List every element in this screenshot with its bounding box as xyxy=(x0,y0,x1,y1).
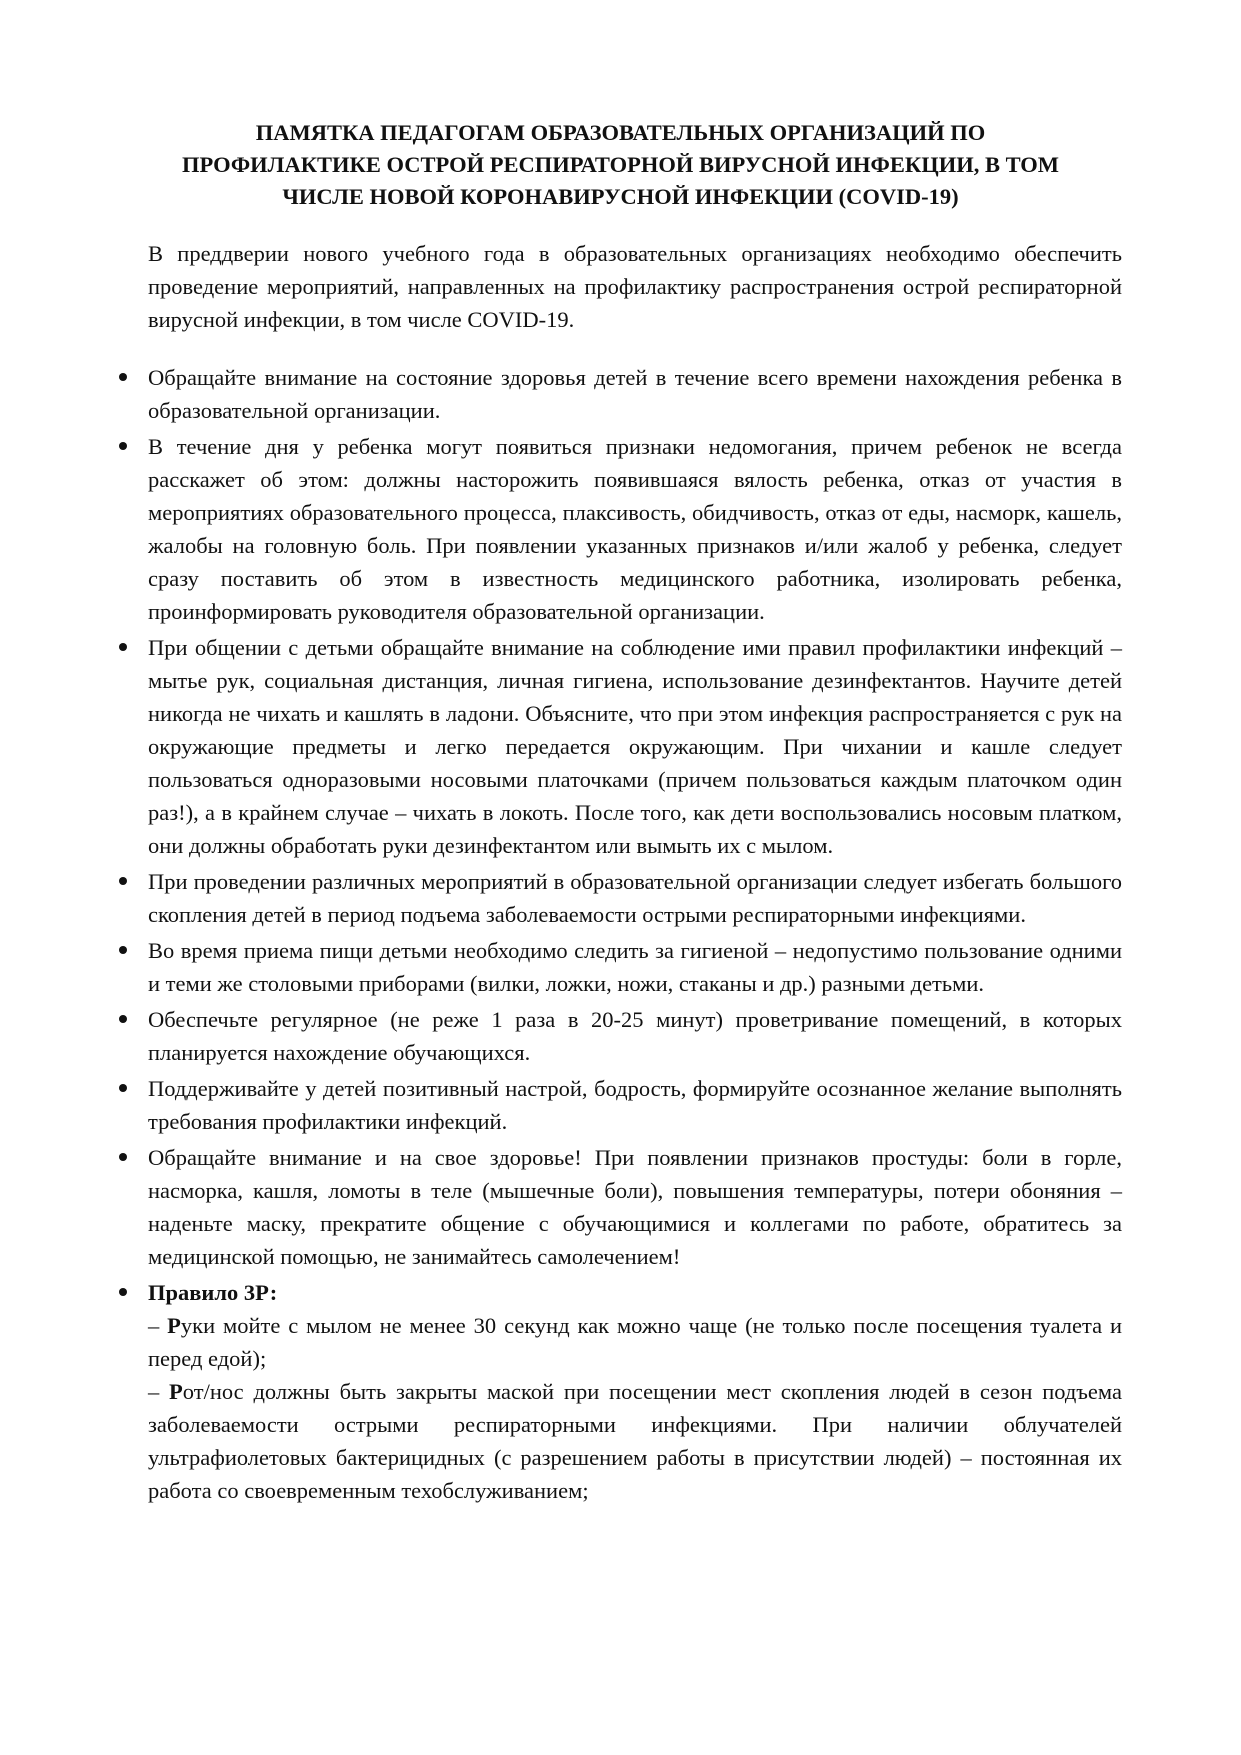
bullet-icon xyxy=(119,877,127,885)
rule-letter: Р xyxy=(167,1313,181,1338)
bullet-icon xyxy=(119,373,127,381)
list-item xyxy=(148,1003,1122,1069)
bullet-icon xyxy=(119,1153,127,1161)
rule-text: от/нос должны быть закрыты маской при посещении мест скопления людей в сезон подъема заболеваемости острыми респираторными инфекциями. При наличии облучателей ультрафиолетовых бактерицидных (с разрешением работы в присутствии людей) – постоянная их работа со своевременным техобслуживанием; xyxy=(148,1379,1122,1503)
list-item xyxy=(148,1072,1122,1138)
list-item xyxy=(148,934,1122,1000)
list-item-text: Обращайте внимание на состояние здоровья детей в течение всего времени нахождения ребенка в образовательной организации. xyxy=(148,365,1122,423)
rule-3p-item xyxy=(148,1276,1122,1507)
rule-text: уки мойте с мылом не менее 30 секунд как можно чаще (не только после посещения туалета и перед едой); xyxy=(148,1313,1122,1371)
rule-3p-line-mouth xyxy=(148,1375,1122,1507)
list-item-text: Поддерживайте у детей позитивный настрой, бодрость, формируйте осознанное желание выполнять требования профилактики инфекций. xyxy=(148,1076,1122,1134)
list-item xyxy=(148,865,1122,931)
list-item xyxy=(148,631,1122,862)
bullet-icon xyxy=(119,1084,127,1092)
rule-letter: Р xyxy=(169,1379,183,1404)
title-line: ПАМЯТКА ПЕДАГОГАМ ОБРАЗОВАТЕЛЬНЫХ ОРГАНИЗАЦИЙ ПО xyxy=(255,120,986,145)
document-title xyxy=(110,117,1131,213)
bullet-icon xyxy=(119,1288,127,1296)
list-item xyxy=(148,1141,1122,1273)
dash: – xyxy=(148,1313,168,1338)
rule-3p-line-hands xyxy=(148,1309,1122,1375)
list-item-text: Обращайте внимание и на свое здоровье! При появлении признаков простуды: боли в горле, насморка, кашля, ломоты в теле (мышечные боли), повышения температуры, потери обоняния – наденьте маску, прекратите общение с обучающимися и коллегами по работе, обратитесь за медицинской помощью, не занимайтесь самолечением! xyxy=(148,1145,1122,1269)
rule-3p-heading: Правило 3Р: xyxy=(148,1280,278,1305)
list-item-text: В течение дня у ребенка могут появиться признаки недомогания, причем ребенок не всегда расскажет об этом: должны насторожить появившаяся вялость ребенка, отказ от участия в мероприятиях образовательного процесса, плаксивость, обидчивость, отказ от еды, насморк, кашель, жалобы на головную боль. При появлении указанных признаков и/или жалоб у ребенка, следует сразу поставить об этом в известность медицинского работника, изолировать ребенка, проинформировать руководителя образовательной организации. xyxy=(148,434,1122,624)
list-item-text: Во время приема пищи детьми необходимо следить за гигиеной – недопустимо пользование одними и теми же столовыми приборами (вилки, ложки, ножи, стаканы и др.) разными детьми. xyxy=(148,938,1122,996)
list-item-text: При общении с детьми обращайте внимание на соблюдение ими правил профилактики инфекций – мытье рук, социальная дистанция, личная гигиена, использование дезинфектантов. Научите детей никогда не чихать и кашлять в ладони. Объясните, что при этом инфекция распространяется с рук на окружающие предметы и легко передается окружающим. При чихании и кашле следует пользоваться одноразовыми носовыми платочками (причем пользоваться каждым платочком один раз!), а в крайнем случае – чихать в локоть. После того, как дети воспользовались носовым платком, они должны обработать руки дезинфектантом или вымыть их с мылом. xyxy=(148,635,1122,858)
bullet-icon xyxy=(119,442,127,450)
bullet-icon xyxy=(119,643,127,651)
bullet-list xyxy=(148,361,1122,1510)
list-item-text: Обеспечьте регулярное (не реже 1 раза в 20-25 минут) проветривание помещений, в которых планируется нахождение обучающихся. xyxy=(148,1007,1122,1065)
bullet-icon xyxy=(119,1015,127,1023)
title-line: ЧИСЛЕ НОВОЙ КОРОНАВИРУСНОЙ ИНФЕКЦИИ (COVID-19) xyxy=(282,184,959,209)
list-item xyxy=(148,361,1122,427)
title-line: ПРОФИЛАКТИКЕ ОСТРОЙ РЕСПИРАТОРНОЙ ВИРУСНОЙ ИНФЕКЦИИ, В ТОМ xyxy=(181,152,1060,177)
list-item xyxy=(148,430,1122,628)
intro-paragraph: В преддверии нового учебного года в образовательных организациях необходимо обеспечить проведение мероприятий, направленных на профилактику распространения острой респираторной вирусной инфекции, в том числе COVID-19. xyxy=(148,241,1122,332)
list-item-text: При проведении различных мероприятий в образовательной организации следует избегать большого скопления детей в период подъема заболеваемости острыми респираторными инфекциями. xyxy=(148,869,1122,927)
dash: – xyxy=(148,1379,170,1404)
bullet-icon xyxy=(119,946,127,954)
